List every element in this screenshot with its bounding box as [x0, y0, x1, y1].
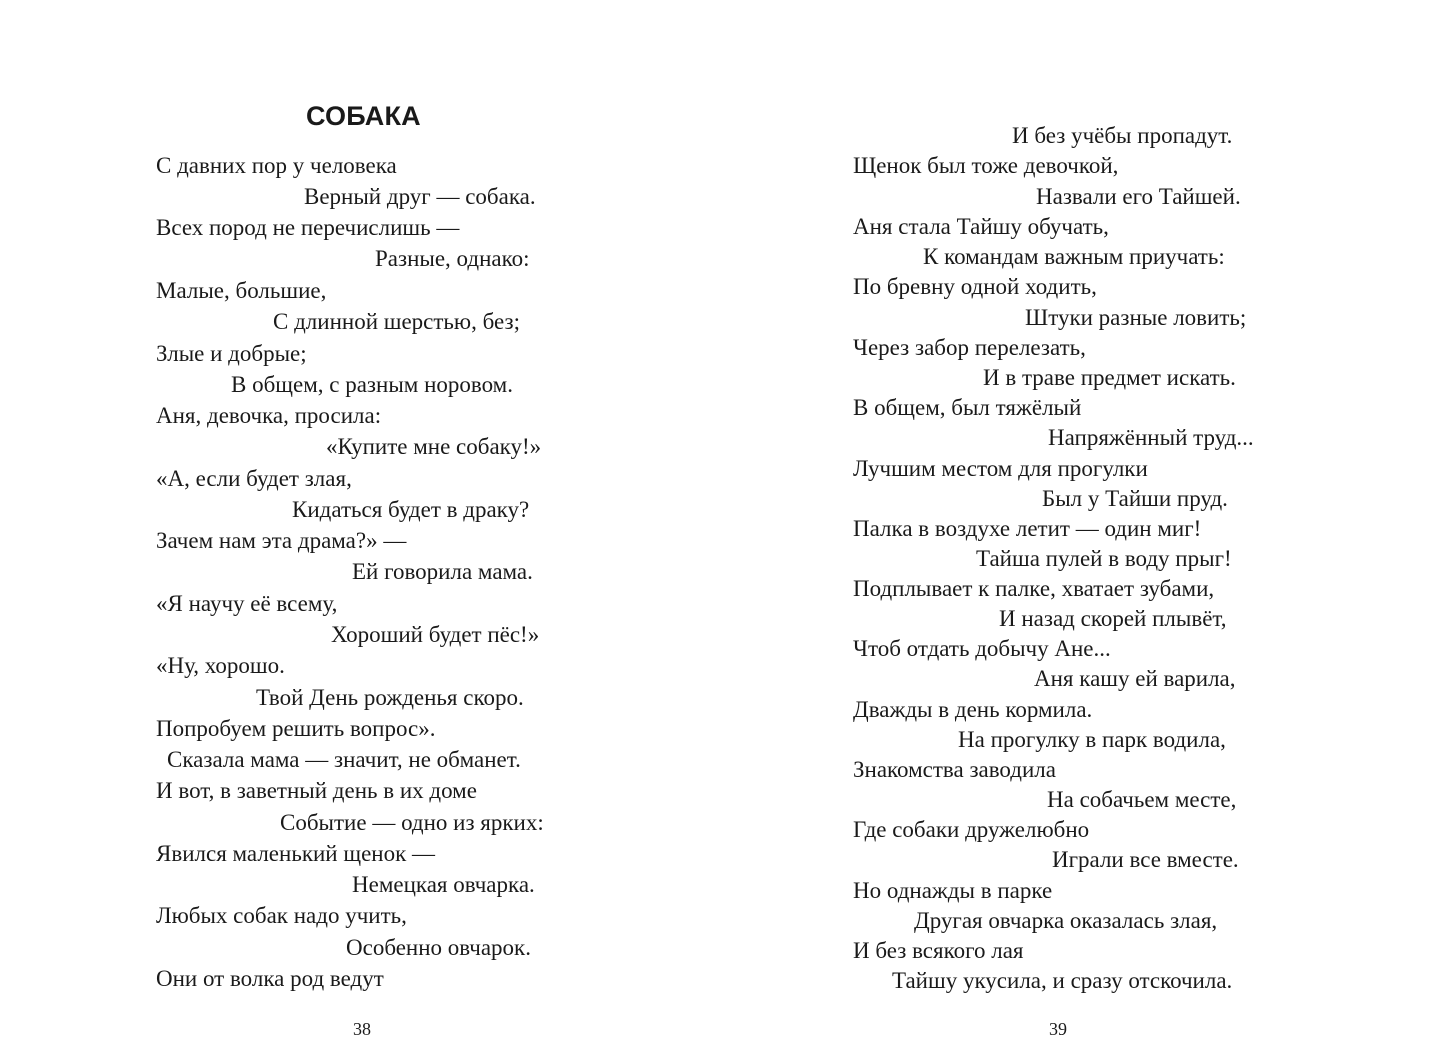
poem-line: Лучшим местом для прогулки	[853, 456, 1148, 481]
poem-line: Напряжённый труд...	[1048, 425, 1254, 450]
poem-line: Событие — одно из ярких:	[280, 810, 544, 835]
poem-line: По бревну одной ходить,	[853, 274, 1097, 299]
poem-line: Особенно овчарок.	[346, 935, 531, 960]
poem-line: «Я научу её всему,	[156, 591, 338, 616]
poem-line: С длинной шерстью, без;	[273, 309, 520, 334]
poem-line: Тайшу укусила, и сразу отскочила.	[892, 968, 1233, 993]
poem-line: Щенок был тоже девочкой,	[853, 153, 1119, 178]
poem-line: В общем, был тяжёлый	[853, 395, 1082, 420]
page-number: 39	[1049, 1019, 1067, 1039]
poem-line: Любых собак надо учить,	[156, 903, 407, 928]
poem-line: Знакомства заводила	[853, 757, 1056, 782]
poem-line: Тайша пулей в воду прыг!	[976, 546, 1232, 571]
poem-line: И вот, в заветный день в их доме	[156, 778, 477, 803]
poem-line: Подплывает к палке, хватает зубами,	[853, 576, 1215, 601]
poem-line: И в траве предмет искать.	[983, 365, 1236, 390]
poem-line: «Ну, хорошо.	[156, 653, 285, 678]
poem-line: Зачем нам эта драма?» —	[156, 528, 407, 553]
poem-line: Попробуем решить вопрос».	[156, 716, 436, 741]
poem-line: Аня, девочка, просила:	[156, 403, 382, 428]
page-number: 38	[353, 1019, 371, 1039]
poem-line: Верный друг — собака.	[304, 184, 536, 209]
poem-line: Через забор перелезать,	[853, 335, 1086, 360]
poem-line: Дважды в день кормила.	[853, 697, 1093, 722]
poem-line: «А, если будет злая,	[156, 466, 352, 491]
poem-title: СОБАКА	[306, 101, 421, 131]
poem-line: Злые и добрые;	[156, 341, 307, 366]
poem-line: Где собаки дружелюбно	[853, 817, 1090, 842]
poem-line: Назвали его Тайшей.	[1036, 184, 1241, 209]
poem-line: Аня стала Тайшу обучать,	[853, 214, 1109, 239]
poem-line: Чтоб отдать добычу Ане...	[853, 636, 1111, 661]
right-page	[715, 0, 1430, 1045]
poem-line: Был у Тайши пруд.	[1042, 486, 1228, 511]
poem-line: Но однажды в парке	[853, 878, 1053, 903]
poem-line: К командам важным приучать:	[923, 244, 1225, 269]
poem-line: Штуки разные ловить;	[1025, 305, 1247, 330]
poem-line: С давних пор у человека	[156, 153, 397, 178]
poem-line: Ей говорила мама.	[352, 559, 533, 584]
poem-line: Палка в воздухе летит — один миг!	[853, 516, 1202, 541]
poem-line: Другая овчарка оказалась злая,	[914, 908, 1218, 933]
poem-line: Явился маленький щенок —	[156, 841, 436, 866]
poem-line: Разные, однако:	[375, 246, 530, 271]
poem-line: Немецкая овчарка.	[352, 872, 535, 897]
poem-line: «Купите мне собаку!»	[326, 434, 542, 459]
poem-line: Они от волка род ведут	[156, 966, 384, 991]
poem-line: Твой День рожденья скоро.	[256, 685, 524, 710]
poem-line: В общем, с разным норовом.	[231, 372, 513, 397]
poem-line: Играли все вместе.	[1052, 847, 1239, 872]
poem-line: Кидаться будет в драку?	[292, 497, 530, 522]
poem-line: Всех пород не перечислишь —	[156, 215, 460, 240]
poem-line: На прогулку в парк водила,	[958, 727, 1226, 752]
poem-line: Аня кашу ей варила,	[1034, 666, 1236, 691]
poem-line: И без всякого лая	[853, 938, 1024, 963]
poem-line: Малые, большие,	[156, 278, 327, 303]
poem-line: Сказала мама — значит, не обманет.	[167, 747, 521, 772]
poem-line: И назад скорей плывёт,	[999, 606, 1227, 631]
poem-line: На собачьем месте,	[1047, 787, 1237, 812]
poem-line: Хороший будет пёс!»	[331, 622, 540, 647]
poem-line: И без учёбы пропадут.	[1012, 123, 1233, 148]
